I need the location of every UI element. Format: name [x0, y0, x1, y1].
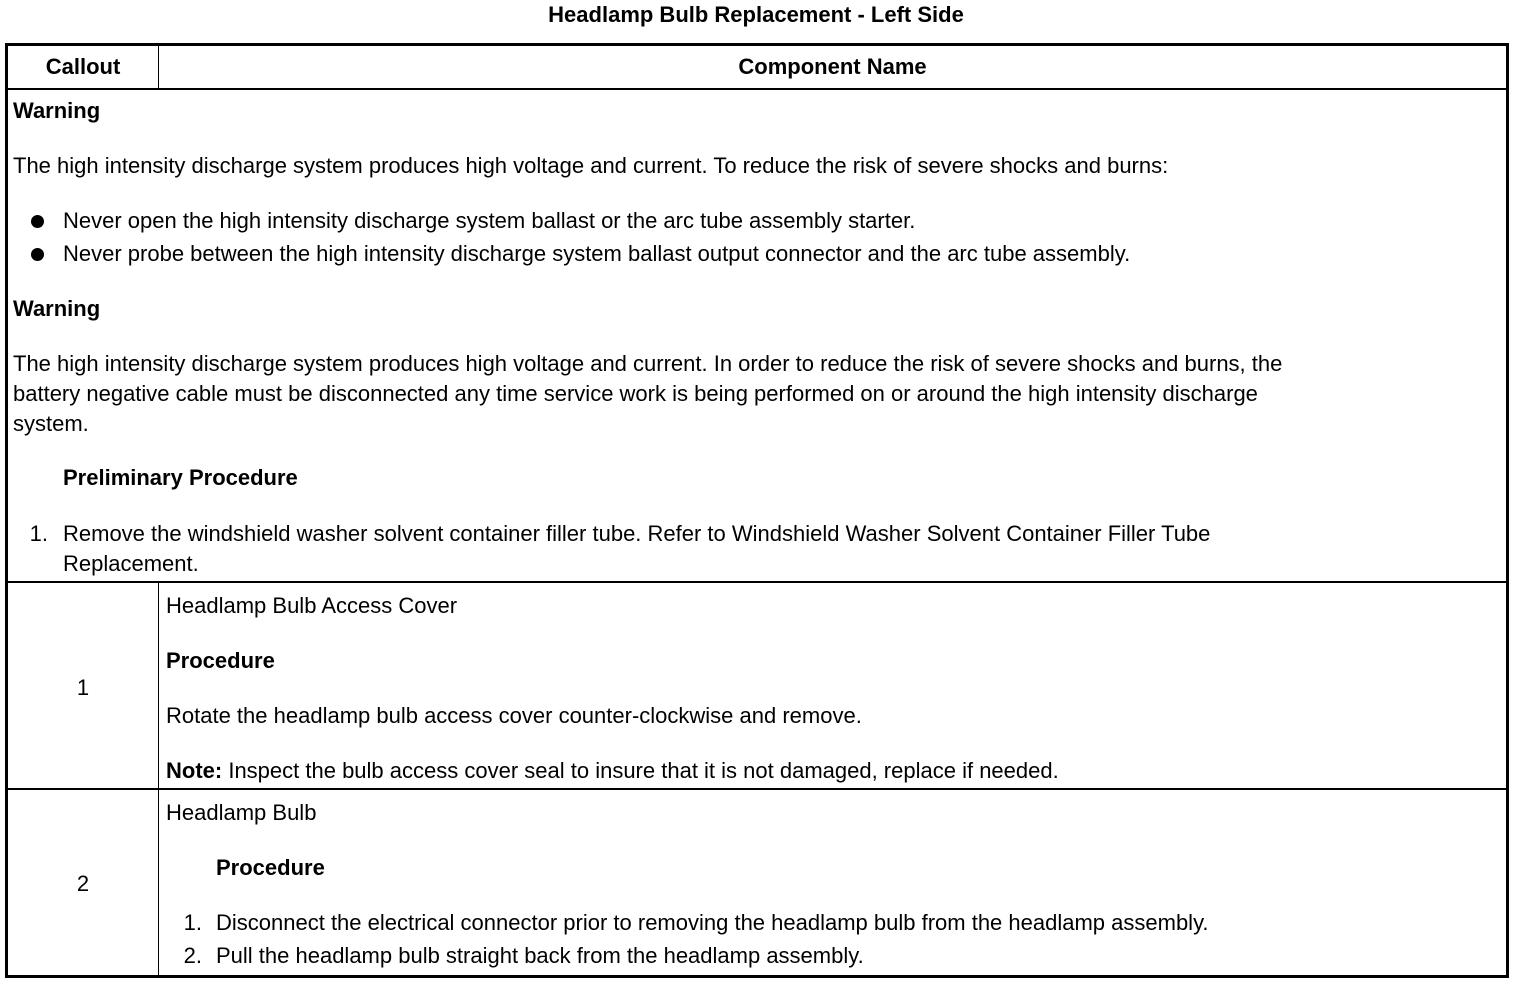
- warning-text: The high intensity discharge system produces high voltage and current. To reduce the risk of severe shocks and burns:: [13, 153, 1169, 178]
- warning-heading: Warning: [13, 296, 101, 321]
- bullet-icon: [31, 215, 44, 228]
- note-label: Note:: [166, 758, 223, 783]
- header-component-name: Component Name: [738, 54, 927, 79]
- warning-text-line: The high intensity discharge system produces high voltage and current. In order to reduce the risk of severe shocks and burns, the: [13, 351, 1283, 376]
- warning-text-line: system.: [13, 411, 89, 436]
- step-number: 1.: [29, 521, 48, 546]
- note: [166, 756, 1059, 786]
- step-text-line: Remove the windshield washer solvent container filler tube. Refer to Windshield Washer Solvent Container Filler Tube: [63, 521, 1211, 546]
- column-divider: [158, 582, 159, 975]
- column-divider-header: [158, 46, 159, 88]
- step-number: 2.: [183, 943, 202, 968]
- component-name: Headlamp Bulb: [166, 800, 317, 825]
- warning-heading: Warning: [13, 98, 101, 123]
- step-number: 1.: [183, 910, 202, 935]
- step-text: Pull the headlamp bulb straight back from the headlamp assembly.: [216, 943, 864, 968]
- note-text: Inspect the bulb access cover seal to insure that it is not damaged, replace if needed.: [222, 758, 1059, 783]
- header-divider: [8, 88, 1506, 90]
- procedure-text: Rotate the headlamp bulb access cover counter-clockwise and remove.: [166, 703, 862, 728]
- row-divider: [8, 788, 1506, 790]
- callout-number: 1: [76, 675, 90, 700]
- procedure-heading: Procedure: [166, 648, 275, 673]
- callout-number: 2: [76, 871, 90, 896]
- page-title: Headlamp Bulb Replacement - Left Side: [548, 2, 964, 27]
- component-name: Headlamp Bulb Access Cover: [166, 593, 458, 618]
- procedure-table: [5, 43, 1509, 978]
- bullet-icon: [31, 248, 44, 261]
- warning-bullet: Never probe between the high intensity discharge system ballast output connector and the arc tube assembly.: [63, 241, 1131, 266]
- header-callout: Callout: [8, 46, 159, 88]
- row-divider: [8, 581, 1506, 583]
- warning-bullet: Never open the high intensity discharge system ballast or the arc tube assembly starter.: [63, 208, 916, 233]
- step-text: Disconnect the electrical connector prior to removing the headlamp bulb from the headlamp assembly.: [216, 910, 1209, 935]
- preliminary-procedure-heading: Preliminary Procedure: [63, 465, 298, 490]
- step-text-line: Replacement.: [63, 551, 199, 576]
- procedure-heading: Procedure: [216, 855, 325, 880]
- warning-text-line: battery negative cable must be disconnected any time service work is being performed on or around the high intensity discharge: [13, 381, 1258, 406]
